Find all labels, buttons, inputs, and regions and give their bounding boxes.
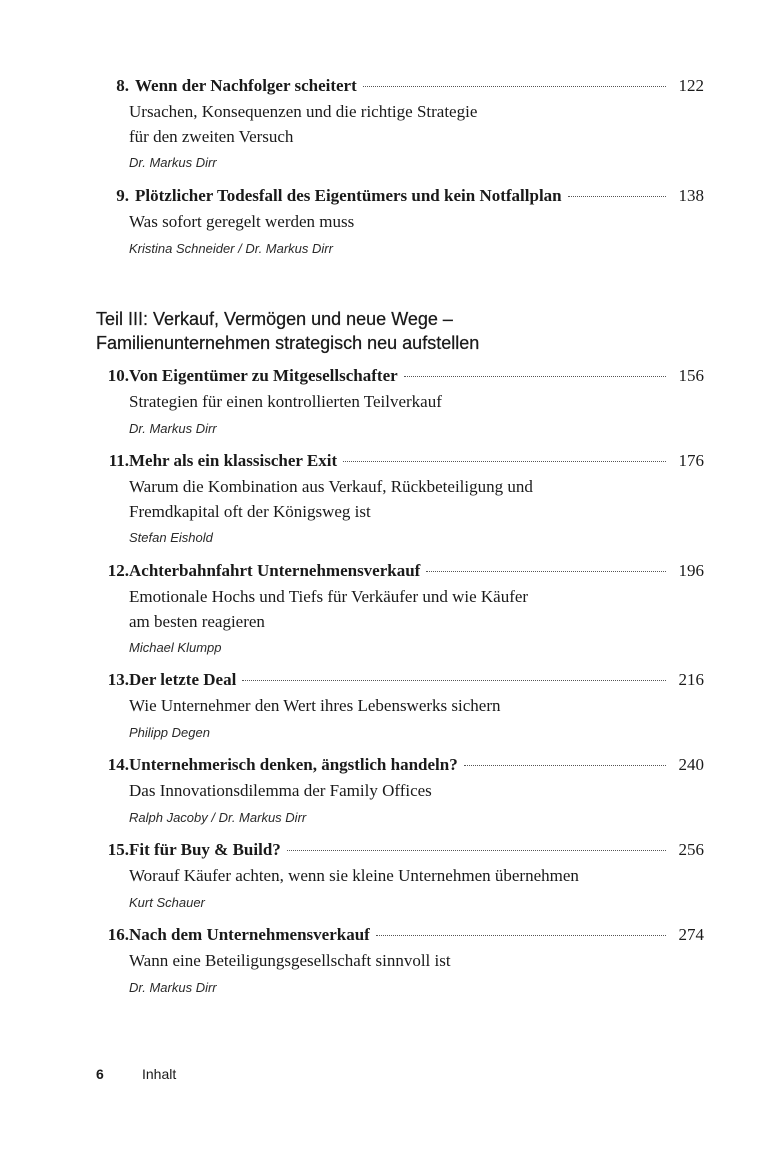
entry-number: 8. (116, 76, 129, 95)
entry-subtitle-line: Das Innovationsdilemma der Family Offices (129, 781, 432, 800)
entry-author: Ralph Jacoby / Dr. Markus Dirr (129, 809, 307, 825)
toc-entry-16[interactable] (96, 925, 704, 998)
entry-subtitle-line: Emotionale Hochs und Tiefs für Verkäufer und wie Käufer (129, 587, 529, 606)
entry-author: Philipp Degen (129, 724, 210, 740)
leader-dots (464, 764, 666, 766)
entry-number: 11. (108, 451, 129, 470)
toc-entry-13[interactable] (96, 670, 704, 743)
entry-author: Kristina Schneider / Dr. Markus Dirr (129, 240, 333, 256)
entry-title: Plötzlicher Todesfall des Eigentümers und kein Notfallplan (135, 186, 562, 205)
entry-number: 10. (107, 366, 129, 385)
entry-page: 274 (678, 925, 704, 944)
entry-number: 15. (107, 840, 129, 859)
entry-title: Unternehmerisch denken, ängstlich handeln? (129, 755, 458, 774)
entry-subtitle-line: Warum die Kombination aus Verkauf, Rückbeteiligung und (129, 477, 533, 496)
entry-subtitle-line: Wann eine Beteiligungsgesellschaft sinnvoll ist (129, 951, 451, 970)
entry-subtitle-line: Worauf Käufer achten, wenn sie kleine Unternehmen übernehmen (129, 866, 579, 885)
entry-title: Achterbahnfahrt Unternehmensverkauf (129, 561, 421, 580)
footer-page-number: 6 (96, 1066, 104, 1082)
toc-entry-15[interactable] (96, 840, 704, 913)
entry-number: 12. (107, 561, 129, 580)
entry-author: Michael Klumpp (129, 640, 222, 655)
entry-title: Mehr als ein klassischer Exit (129, 451, 338, 470)
entry-page: 156 (678, 366, 704, 385)
toc-entry-11[interactable] (96, 451, 704, 548)
leader-dots (363, 85, 666, 87)
toc-entry-10[interactable] (96, 366, 704, 439)
entry-title: Wenn der Nachfolger scheitert (135, 76, 357, 95)
entry-page: 138 (678, 186, 704, 205)
leader-dots (404, 375, 666, 377)
entry-page: 256 (678, 840, 704, 859)
leader-dots (242, 679, 666, 681)
entry-subtitle-line: Was sofort geregelt werden muss (129, 212, 355, 231)
leader-dots (568, 195, 666, 197)
entry-subtitle-line: Fremdkapital oft der Königsweg ist (129, 501, 371, 521)
entry-number: 16. (107, 925, 129, 944)
entry-number: 13. (107, 670, 129, 689)
entry-author: Dr. Markus Dirr (129, 155, 217, 170)
entry-author: Kurt Schauer (129, 894, 205, 910)
entry-title: Von Eigentümer zu Mitgesellschafter (129, 366, 398, 385)
leader-dots (376, 934, 666, 936)
entry-author: Stefan Eishold (129, 530, 213, 545)
entry-author: Dr. Markus Dirr (129, 420, 217, 436)
part-heading (96, 307, 716, 355)
leader-dots (343, 460, 666, 462)
toc-entry-14[interactable] (96, 755, 704, 828)
entry-subtitle-line: am besten reagieren (129, 611, 265, 631)
entry-page: 240 (678, 755, 704, 774)
entry-title: Der letzte Deal (129, 670, 237, 689)
leader-dots (287, 849, 666, 851)
toc-entry-9[interactable] (96, 186, 704, 259)
entry-page: 122 (678, 76, 704, 95)
part-heading-line: Teil III: Verkauf, Vermögen und neue Wege – (96, 309, 453, 329)
footer-section-label: Inhalt (142, 1066, 177, 1082)
entry-author: Dr. Markus Dirr (129, 979, 217, 995)
page-footer (96, 1066, 176, 1082)
toc-entry-8[interactable] (96, 76, 704, 173)
entry-page: 196 (678, 561, 704, 580)
entry-title: Fit für Buy & Build? (129, 840, 281, 859)
part-heading-line: Familienunternehmen strategisch neu aufstellen (96, 333, 480, 353)
entry-page: 216 (678, 670, 704, 689)
entry-subtitle-line: Wie Unternehmer den Wert ihres Lebenswerks sichern (129, 696, 501, 715)
leader-dots (426, 570, 666, 572)
entry-subtitle-line: Ursachen, Konsequenzen und die richtige Strategie (129, 102, 478, 121)
entry-number: 14. (107, 755, 129, 774)
entry-page: 176 (678, 451, 704, 470)
entry-subtitle-line: Strategien für einen kontrollierten Teilverkauf (129, 392, 442, 411)
entry-subtitle-line: für den zweiten Versuch (129, 126, 294, 146)
toc-entry-12[interactable] (96, 561, 704, 658)
entry-title: Nach dem Unternehmensverkauf (129, 925, 370, 944)
entry-number: 9. (116, 186, 129, 205)
